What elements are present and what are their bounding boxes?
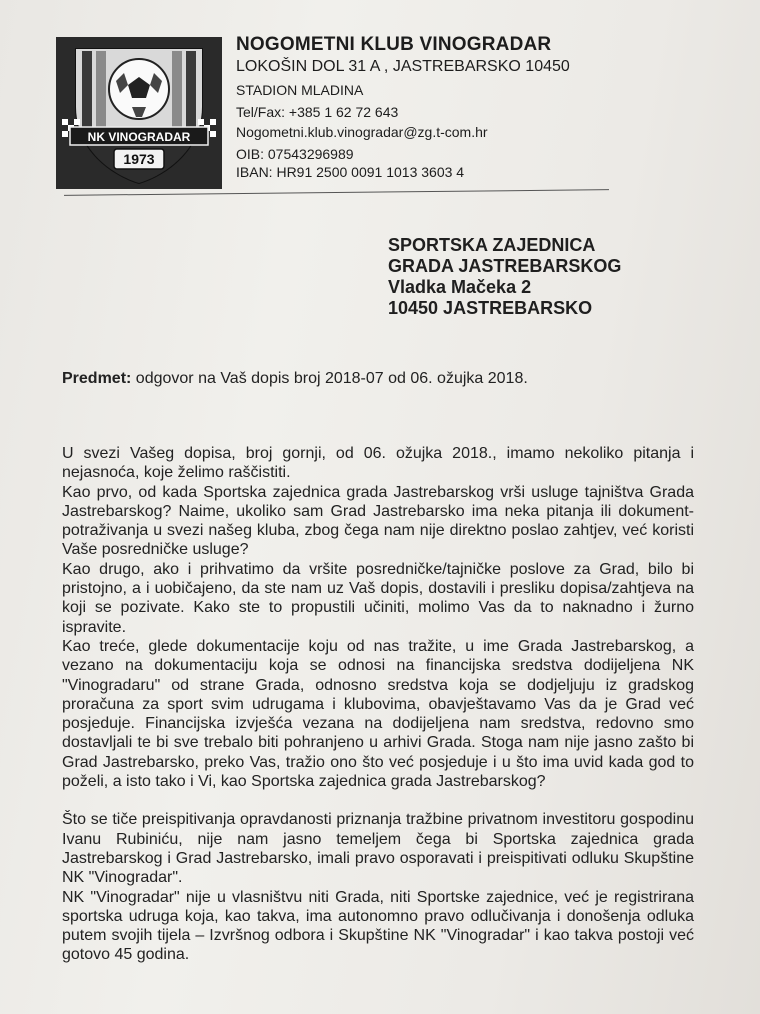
body-paragraph-5: Što se tiče preispitivanja opravdanosti priznanja tražbine privatnom investitoru gospodinu Ivanu Rubiniću, nije nam jasno temeljem čega bi Sportska zajednica grada Jastrebarskog i Grad Jastrebarsko, imali pravo osporavati i preispitivati odluku Skupštine NK "Vinogradar". xyxy=(62,811,694,887)
body-paragraph-4: Kao treće, glede dokumentacije koju od nas tražite, u ime Grada Jastrebarskog, a vezano na dokumentaciju koja se odnosi na financijska sredstva dodijeljena NK "Vinogradaru" od strane Grada, odnosno sredstva koja se dodjeljuju iz gradskog proračuna za sport svim udrugama i klubovima, obavještavamo Vas da je Grad već posjeduje. Financijska izvješća vezana na dodijeljena nam sredstva, redovno smo dostavljali te bi sve trebalo biti pohranjeno u arhivi Grada. Stoga nam nije jasno zašto bi Grad Jastrebarsko, preko Vas, tražio ono što već posjeduje i u što ima uvid kada god to poželi, a isto tako i Vi, kao Sportska zajednica grada Jastrebarskog? xyxy=(62,637,694,791)
recipient-line-1: SPORTSKA ZAJEDNICA xyxy=(388,235,596,255)
club-logo xyxy=(56,37,222,189)
club-email: Nogometni.klub.vinogradar@zg.t-com.hr xyxy=(236,124,488,140)
body-paragraph-6: NK "Vinogradar" nije u vlasništvu niti Grada, niti Sportske zajednice, već je registrirana sportska udruga koja, kao takva, ima autonomno pravo odlučivanja i donošenja odluka putem svojih tijela – Izvršnog odbora i Skupštine NK "Vinogradar" i kao takva postoji već gotovo 45 godina. xyxy=(62,888,694,964)
body-paragraph-2: Kao prvo, od kada Sportska zajednica grada Jastrebarskog vrši usluge tajništva Grada Jastrebarskog? Naime, ukoliko sam Grad Jastrebarsko ima neka pitanja ili dokument-potraživanja u svezi našeg kluba, zbog čega nam nije direktno poslao zahtjev, već koristi Vaše posredničke usluge? xyxy=(62,483,694,559)
body-paragraph-1: U svezi Vašeg dopisa, broj gornji, od 06. ožujka 2018., imamo nekoliko pitanja i nejasnoća, koje želimo raščistiti. xyxy=(62,445,694,482)
club-iban: IBAN: HR91 2500 0091 1013 3603 4 xyxy=(236,164,465,180)
club-address: LOKOŠIN DOL 31 A , JASTREBARSKO 10450 xyxy=(236,58,570,75)
club-phone: Tel/Fax: +385 1 62 72 643 xyxy=(236,104,399,120)
subject-line xyxy=(62,370,528,388)
subject-text: odgovor na Vaš dopis broj 2018-07 od 06. ožujka 2018. xyxy=(131,370,528,387)
logo-year-text: 1973 xyxy=(123,151,155,167)
recipient-line-3: Vladka Mačeka 2 xyxy=(388,277,532,297)
subject-label: Predmet: xyxy=(62,370,132,387)
letter-body xyxy=(62,444,694,965)
letterhead-divider xyxy=(64,189,609,196)
logo-name-text: NK VINOGRADAR xyxy=(87,130,191,144)
recipient-line-4: 10450 JASTREBARSKO xyxy=(388,298,593,318)
recipient-line-2: GRADA JASTREBARSKOG xyxy=(388,256,622,276)
club-oib: OIB: 07543296989 xyxy=(236,146,354,162)
club-stadium: STADION MLADINA xyxy=(236,82,364,98)
body-paragraph-3: Kao drugo, ako i prihvatimo da vršite posredničke/tajničke poslove za Grad, bilo bi pristojno, a i uobičajeno, da ste nam uz Vaš dopis, dostavili i presliku dopisa/zahtjeva na koji se pozivate. Kako ste to propustili učiniti, molimo Vas da to naknadno i žurno ispravite. xyxy=(62,560,694,636)
paragraph-gap xyxy=(62,791,694,810)
club-name: NOGOMETNI KLUB VINOGRADAR xyxy=(236,34,552,55)
